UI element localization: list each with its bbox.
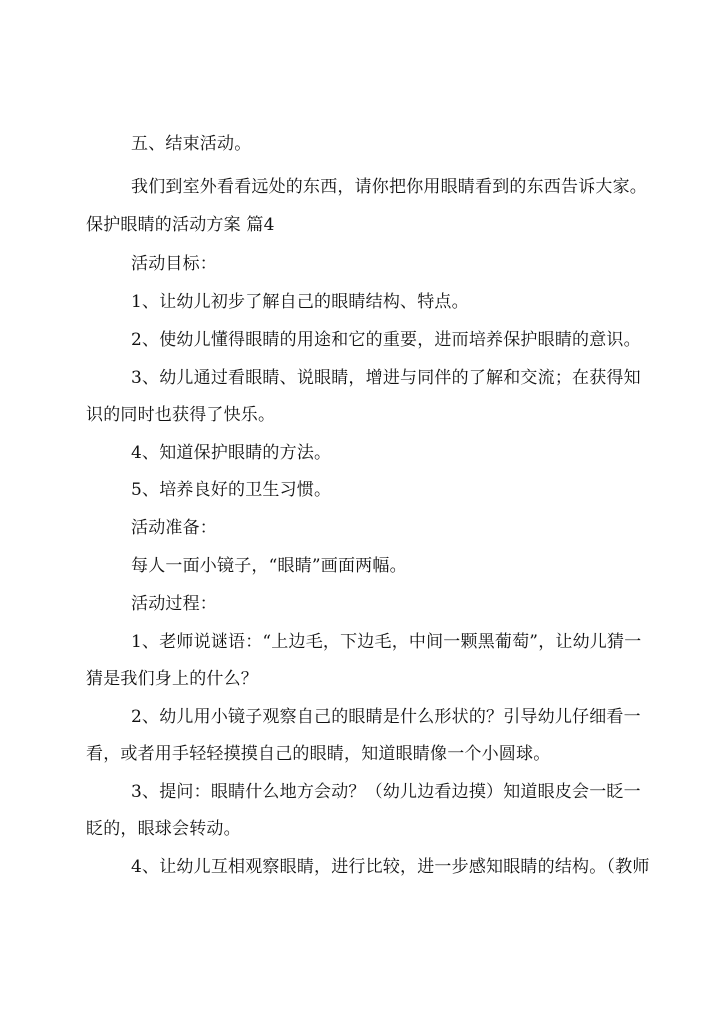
list-item: 5、培养良好的卫生习惯。 bbox=[131, 480, 332, 500]
list-item: 3、提问：眼睛什么地方会动？（幼儿边看边摸）知道眼皮会一眨一 bbox=[131, 782, 641, 802]
document-title: 保护眼睛的活动方案 篇4 bbox=[86, 215, 275, 235]
list-item-continuation: 猜是我们身上的什么？ bbox=[86, 669, 258, 689]
list-item-continuation: 看，或者用手轻轻摸摸自己的眼睛，知道眼睛像一个小圆球。 bbox=[86, 744, 551, 764]
paragraph-line: 我们到室外看看远处的东西，请你把你用眼睛看到的东西告诉大家。 bbox=[131, 177, 647, 197]
list-item: 2、使幼儿懂得眼睛的用途和它的重要，进而培养保护眼睛的意识。 bbox=[131, 330, 641, 350]
section-heading-goals: 活动目标： bbox=[131, 254, 217, 274]
list-item: 4、让幼儿互相观察眼睛，进行比较，进一步感知眼睛的结构。（教师 bbox=[131, 857, 650, 877]
paragraph-line: 每人一面小镜子，“眼睛”画面两幅。 bbox=[131, 556, 407, 576]
section-heading-preparation: 活动准备： bbox=[131, 518, 217, 538]
list-item-continuation: 识的同时也获得了快乐。 bbox=[86, 405, 276, 425]
list-item-continuation: 眨的，眼球会转动。 bbox=[86, 819, 241, 839]
list-item: 3、幼儿通过看眼睛、说眼睛，增进与同伴的了解和交流；在获得知 bbox=[131, 368, 641, 388]
list-item: 2、幼儿用小镜子观察自己的眼睛是什么形状的？引导幼儿仔细看一 bbox=[131, 707, 641, 727]
list-item: 1、让幼儿初步了解自己的眼睛结构、特点。 bbox=[131, 292, 469, 312]
list-item: 1、老师说谜语：“上边毛，下边毛，中间一颗黑葡萄”，让幼儿猜一 bbox=[131, 632, 642, 652]
list-item: 4、知道保护眼睛的方法。 bbox=[131, 443, 332, 463]
section-heading-end-activity: 五、结束活动。 bbox=[131, 134, 252, 154]
section-heading-process: 活动过程： bbox=[131, 594, 217, 614]
